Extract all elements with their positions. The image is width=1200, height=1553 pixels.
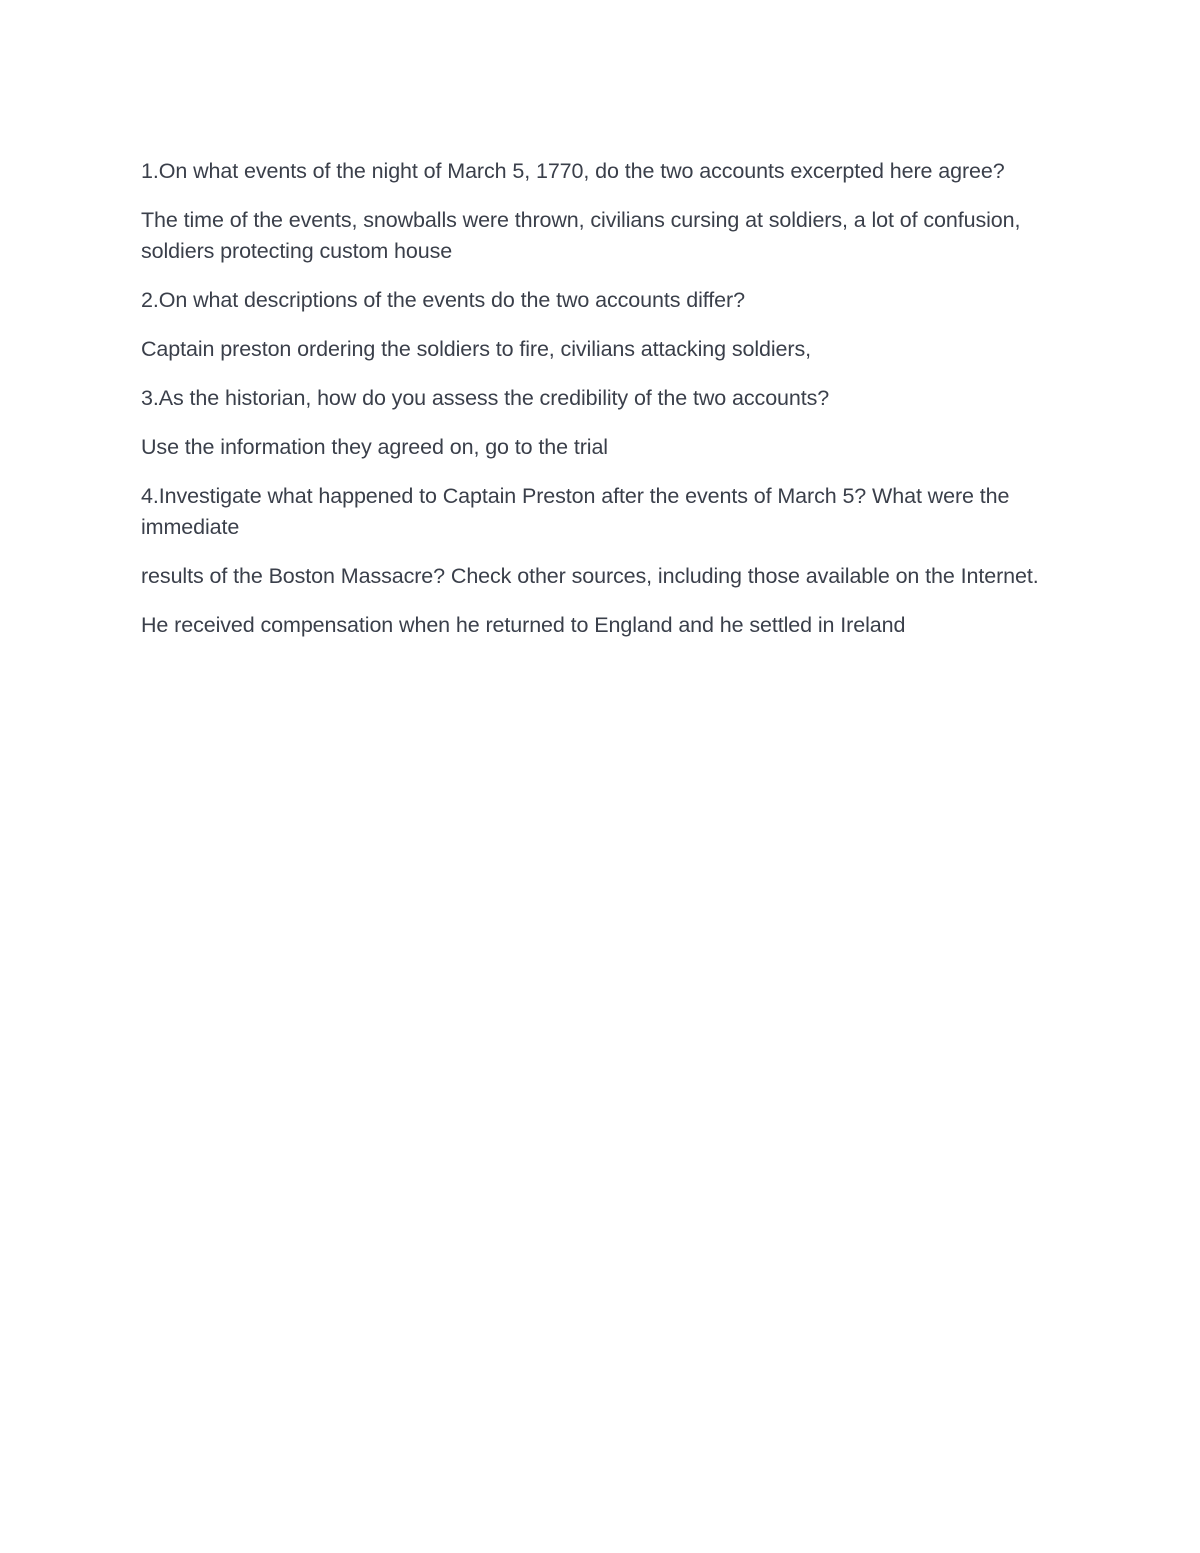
answer-4: He received compensation when he returned to England and he settled in Ireland (141, 613, 906, 637)
answer-1: The time of the events, snowballs were thrown, civilians cursing at soldiers, a lot of confusion, soldiers protecting custom house (141, 208, 1021, 263)
question-4-part-1: 4.Investigate what happened to Captain Preston after the events of March 5? What were the immediate (141, 484, 1010, 539)
document-body (141, 156, 1061, 659)
question-2: 2.On what descriptions of the events do the two accounts differ? (141, 288, 745, 312)
question-4-part-2: results of the Boston Massacre? Check other sources, including those available on the Internet. (141, 564, 1039, 588)
question-1: 1.On what events of the night of March 5, 1770, do the two accounts excerpted here agree? (141, 159, 1005, 183)
question-3: 3.As the historian, how do you assess the credibility of the two accounts? (141, 386, 830, 410)
answer-3: Use the information they agreed on, go to the trial (141, 435, 608, 459)
answer-2: Captain preston ordering the soldiers to fire, civilians attacking soldiers, (141, 337, 811, 361)
